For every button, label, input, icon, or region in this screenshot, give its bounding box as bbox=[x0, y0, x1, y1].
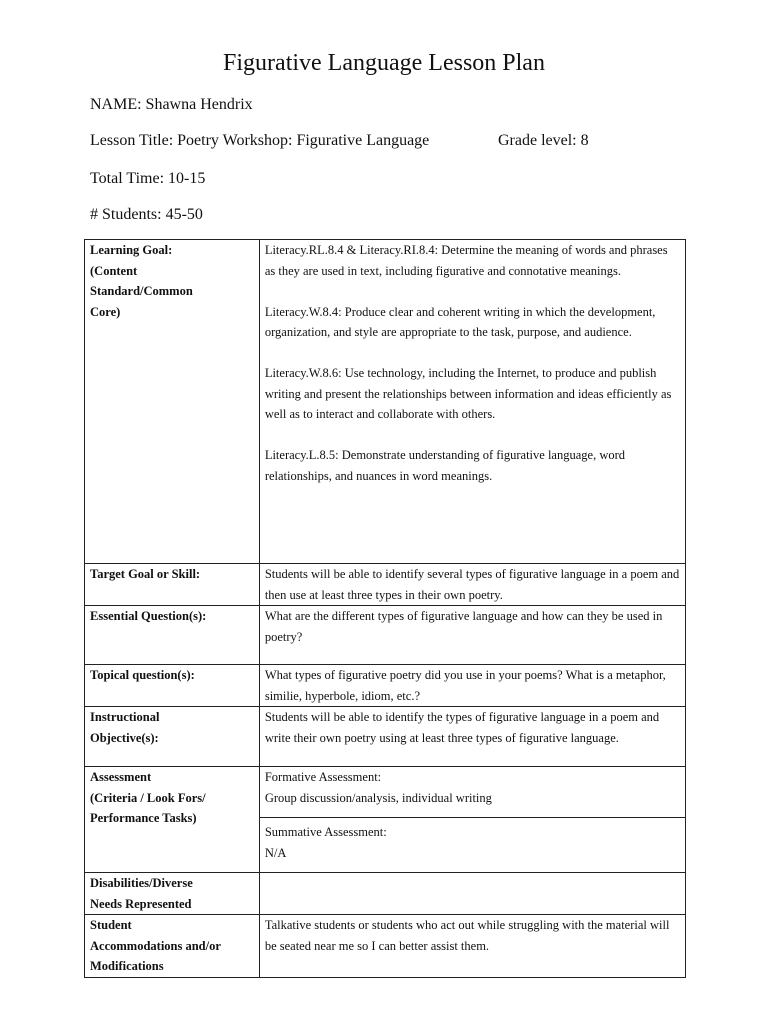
formative-assessment-heading: Formative Assessment: bbox=[264, 770, 382, 784]
essential-question-label: Essential Question(s): bbox=[85, 606, 260, 665]
table-row bbox=[85, 564, 686, 606]
table-row bbox=[85, 707, 686, 767]
name-line: NAME: Shawna Hendrix bbox=[90, 96, 253, 113]
disabilities-value bbox=[259, 873, 685, 915]
instructional-objective-label: Instructional Objective(s): bbox=[85, 707, 260, 767]
topical-question-value: What types of figurative poetry did you use in your poems? What is a metaphor, similie, hyperbole, idiom, etc.? bbox=[259, 665, 685, 707]
table-row bbox=[85, 873, 686, 915]
table-row bbox=[85, 915, 686, 978]
grade-level-line: Grade level: 8 bbox=[498, 132, 589, 149]
topical-question-label: Topical question(s): bbox=[85, 665, 260, 707]
table-row bbox=[85, 665, 686, 707]
instructional-objective-value: Students will be able to identify the types of figurative language in a poem and write their own poetry using at least three types of figurative language. bbox=[259, 707, 685, 767]
assessment-label: Assessment (Criteria / Look Fors/ Performance Tasks) bbox=[85, 767, 260, 873]
total-time-line: Total Time: 10-15 bbox=[90, 170, 206, 187]
learning-goal-label: Learning Goal: (Content Standard/Common Core) bbox=[85, 240, 260, 564]
learning-goal-value bbox=[259, 240, 685, 564]
target-goal-value: Students will be able to identify several types of figurative language in a poem and then use at least three types in their own poetry. bbox=[259, 564, 685, 606]
lesson-title-line: Lesson Title: Poetry Workshop: Figurative Language bbox=[90, 132, 430, 149]
students-count-line: # Students: 45-50 bbox=[90, 206, 203, 223]
disabilities-label: Disabilities/Diverse Needs Represented bbox=[85, 873, 260, 915]
essential-question-value: What are the different types of figurative language and how can they be used in poetry? bbox=[259, 606, 685, 665]
summative-assessment-heading: Summative Assessment: bbox=[264, 825, 387, 839]
accommodations-label: Student Accommodations and/or Modifications bbox=[85, 915, 260, 978]
lesson-plan-table bbox=[84, 239, 686, 978]
assessment-value bbox=[259, 767, 685, 873]
standard-paragraph: Literacy.L.8.5: Demonstrate understanding of figurative language, word relationships, and nuances in word meanings. bbox=[264, 448, 626, 483]
table-row bbox=[85, 240, 686, 564]
target-goal-label: Target Goal or Skill: bbox=[85, 564, 260, 606]
table-row bbox=[85, 606, 686, 665]
standard-paragraph: Literacy.RL.8.4 & Literacy.RI.8.4: Determine the meaning of words and phrases as they are used in text, including figurative and connotative meanings. bbox=[264, 243, 668, 278]
summative-assessment-value: N/A bbox=[264, 845, 287, 860]
standard-paragraph: Literacy.W.8.4: Produce clear and coherent writing in which the development, organization, and style are appropriate to the task, purpose, and audience. bbox=[264, 304, 656, 339]
accommodations-value: Talkative students or students who act out while struggling with the material will be seated near me so I can better assist them. bbox=[259, 915, 685, 978]
standard-paragraph: Literacy.W.8.6: Use technology, including the Internet, to produce and publish writing and present the relationships between information and ideas efficiently as well as to interact and collaborate with others. bbox=[264, 366, 672, 421]
formative-assessment-value: Group discussion/analysis, individual writing bbox=[264, 790, 492, 805]
table-row bbox=[85, 767, 686, 873]
document-title: Figurative Language Lesson Plan bbox=[223, 50, 545, 76]
